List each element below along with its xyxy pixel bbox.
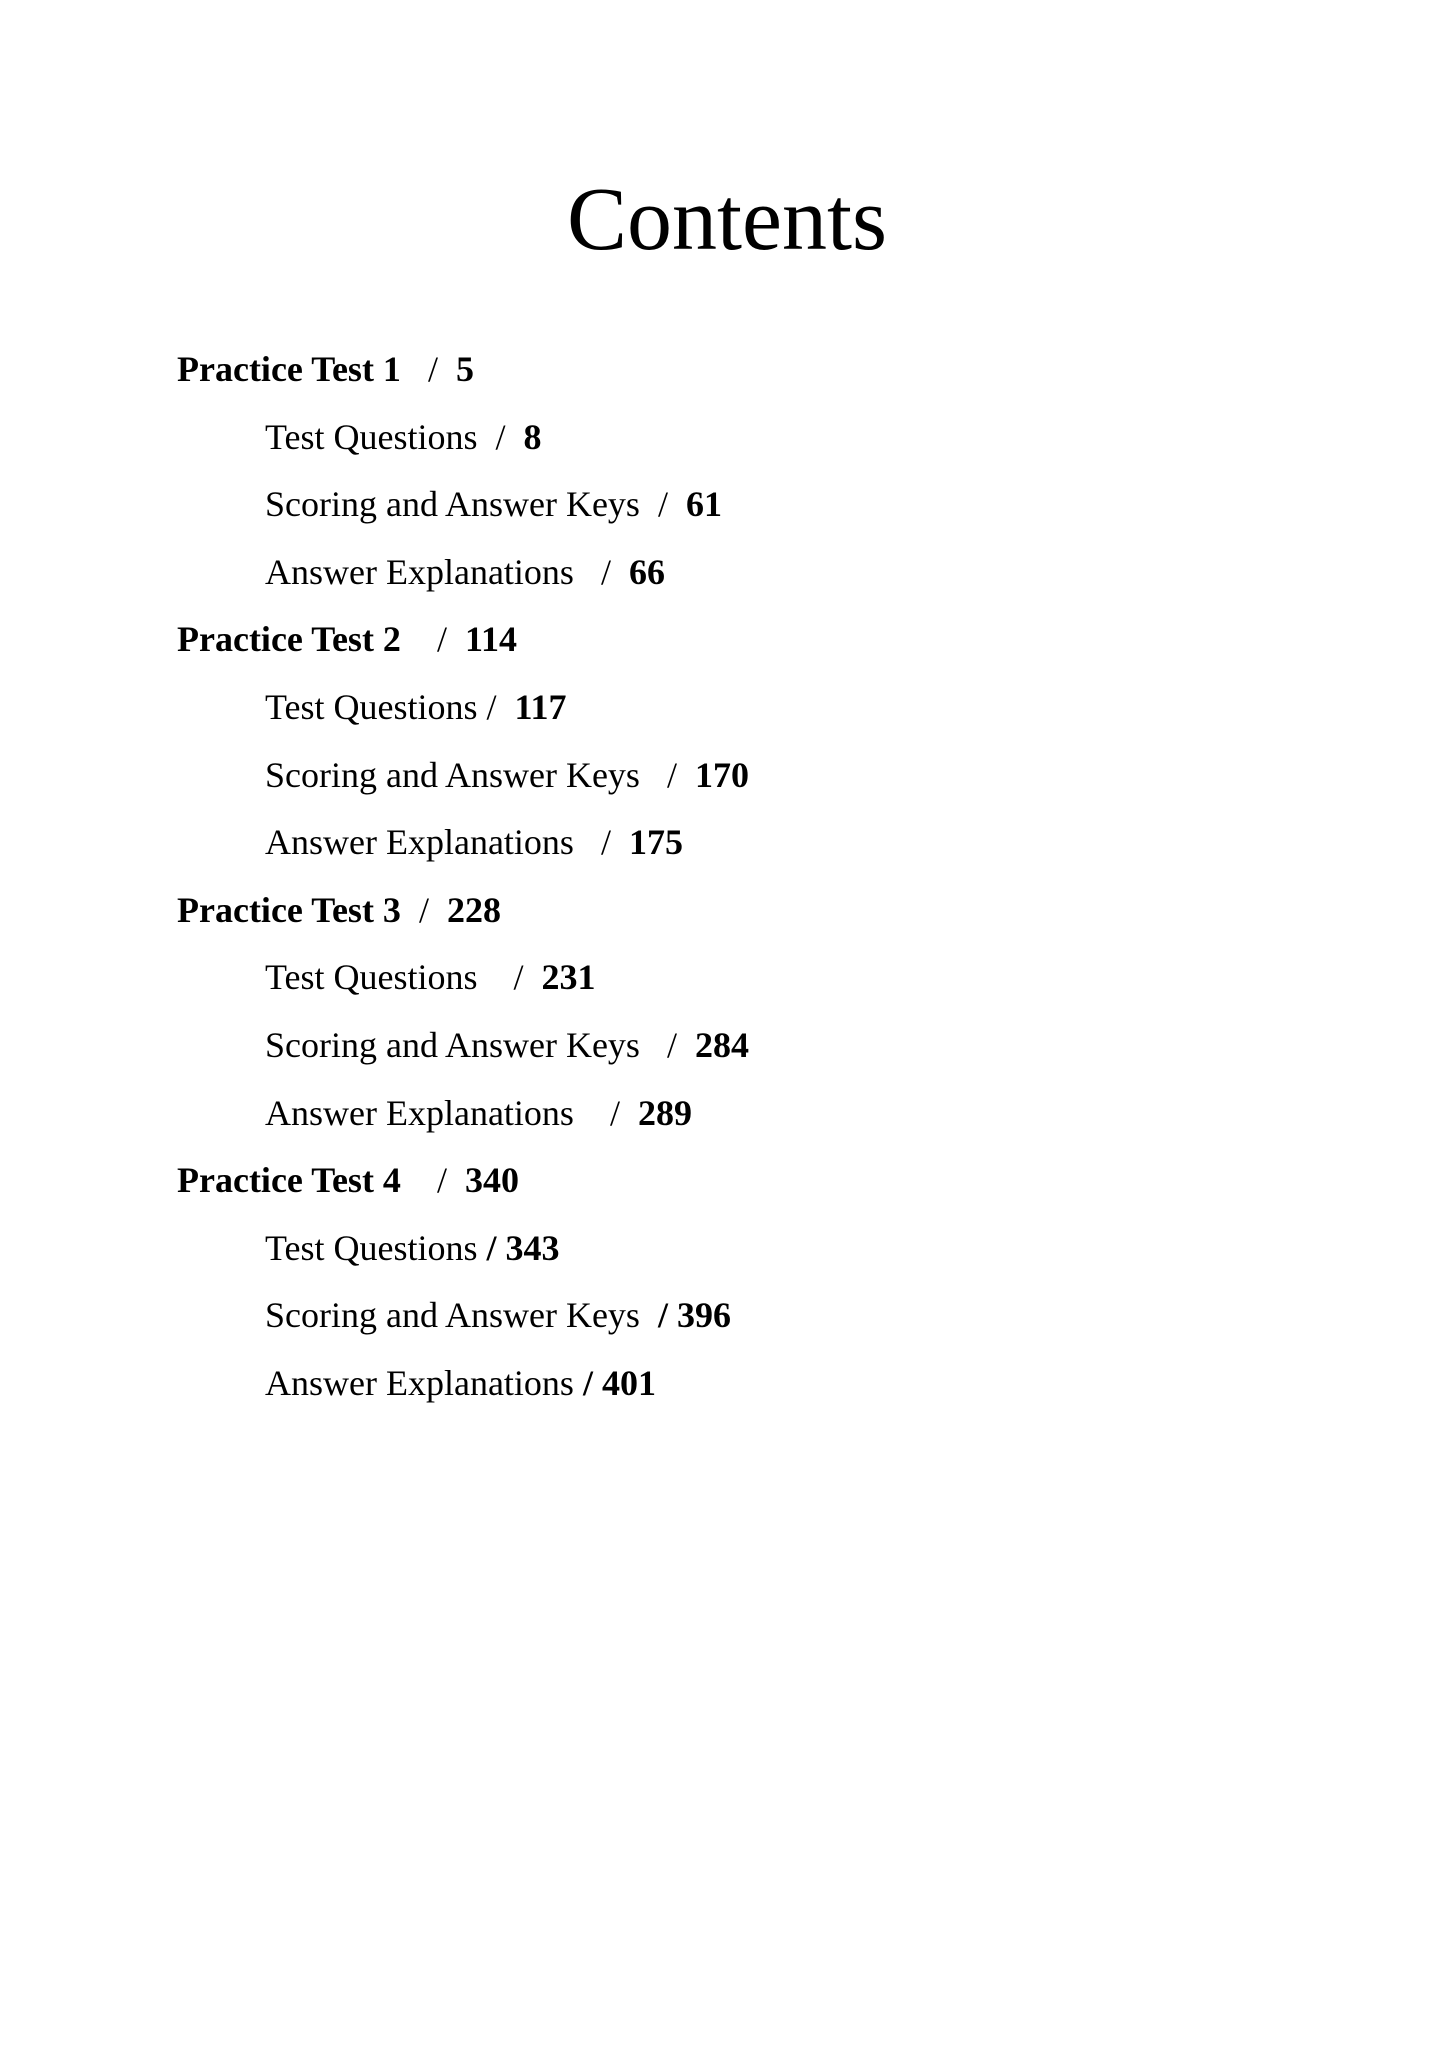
- toc-entry-test-2-scoring[interactable]: [0, 742, 1448, 810]
- toc-entry-practice-test-3[interactable]: [0, 877, 1448, 945]
- toc-entry-label: Answer Explanations: [265, 822, 574, 863]
- toc-entry-label: Practice Test 4: [177, 1160, 401, 1201]
- separator: /: [600, 551, 611, 592]
- toc-entry-label: Scoring and Answer Keys: [265, 1295, 640, 1336]
- separator: /: [513, 957, 524, 998]
- toc-entry-label: Answer Explanations: [265, 551, 574, 592]
- separator: /: [436, 619, 447, 660]
- page-number: 117: [514, 686, 567, 727]
- toc-entry-practice-test-2[interactable]: [0, 606, 1448, 674]
- toc-entry-label: Practice Test 2: [177, 619, 401, 660]
- toc-entry-test-2-questions[interactable]: [0, 674, 1448, 742]
- toc-entry-label: Scoring and Answer Keys: [265, 1024, 640, 1065]
- page-number: 61: [685, 484, 722, 525]
- page-number: 343: [505, 1227, 560, 1268]
- separator: /: [666, 754, 677, 795]
- separator: /: [582, 1362, 593, 1403]
- toc-entry-label: Answer Explanations: [265, 1362, 574, 1403]
- page-number: 396: [676, 1295, 731, 1336]
- toc-entry-test-3-scoring[interactable]: [0, 1012, 1448, 1080]
- separator: /: [486, 1227, 497, 1268]
- page-number: 228: [446, 889, 501, 930]
- toc-entry-test-2-explanations[interactable]: [0, 809, 1448, 877]
- separator: /: [495, 416, 506, 457]
- toc-entry-test-3-questions[interactable]: [0, 944, 1448, 1012]
- separator: /: [418, 889, 429, 930]
- separator: /: [666, 1024, 677, 1065]
- toc-entry-label: Answer Explanations: [265, 1092, 574, 1133]
- page-number: 5: [455, 349, 474, 389]
- toc-entry-practice-test-4[interactable]: [0, 1147, 1448, 1215]
- toc-entry-practice-test-1[interactable]: [0, 336, 1448, 404]
- page-title: Contents: [566, 170, 887, 269]
- page-number: 8: [523, 416, 542, 457]
- toc-entry-label: Test Questions: [265, 416, 478, 457]
- toc-entry-test-1-scoring[interactable]: [0, 471, 1448, 539]
- page-number: 66: [628, 551, 665, 592]
- table-of-contents: [0, 336, 1448, 1418]
- toc-entry-label: Test Questions: [265, 686, 478, 727]
- page-number: 401: [601, 1362, 656, 1403]
- toc-entry-label: Test Questions: [265, 957, 478, 998]
- toc-entry-label: Test Questions: [265, 1227, 478, 1268]
- toc-entry-test-1-explanations[interactable]: [0, 539, 1448, 607]
- toc-entry-test-4-explanations[interactable]: [0, 1350, 1448, 1418]
- toc-entry-test-3-explanations[interactable]: [0, 1080, 1448, 1148]
- toc-entry-test-4-questions[interactable]: [0, 1215, 1448, 1283]
- toc-entry-label: Scoring and Answer Keys: [265, 754, 640, 795]
- separator: /: [486, 686, 497, 727]
- page-number: 340: [464, 1160, 519, 1201]
- separator: /: [657, 484, 668, 525]
- toc-entry-test-1-questions[interactable]: [0, 404, 1448, 472]
- page-number: 289: [637, 1092, 692, 1133]
- separator: /: [657, 1295, 668, 1336]
- toc-entry-label: Scoring and Answer Keys: [265, 484, 640, 525]
- separator: /: [427, 349, 438, 389]
- page-number: 175: [628, 822, 683, 863]
- separator: /: [600, 822, 611, 863]
- page-number: 231: [541, 957, 596, 998]
- toc-entry-test-4-scoring[interactable]: [0, 1282, 1448, 1350]
- toc-entry-label: Practice Test 1: [177, 349, 401, 389]
- page-number: 114: [464, 619, 517, 660]
- separator: /: [609, 1092, 620, 1133]
- separator: /: [436, 1160, 447, 1201]
- toc-entry-label: Practice Test 3: [177, 889, 401, 930]
- page-number: 170: [694, 754, 749, 795]
- page-number: 284: [694, 1024, 749, 1065]
